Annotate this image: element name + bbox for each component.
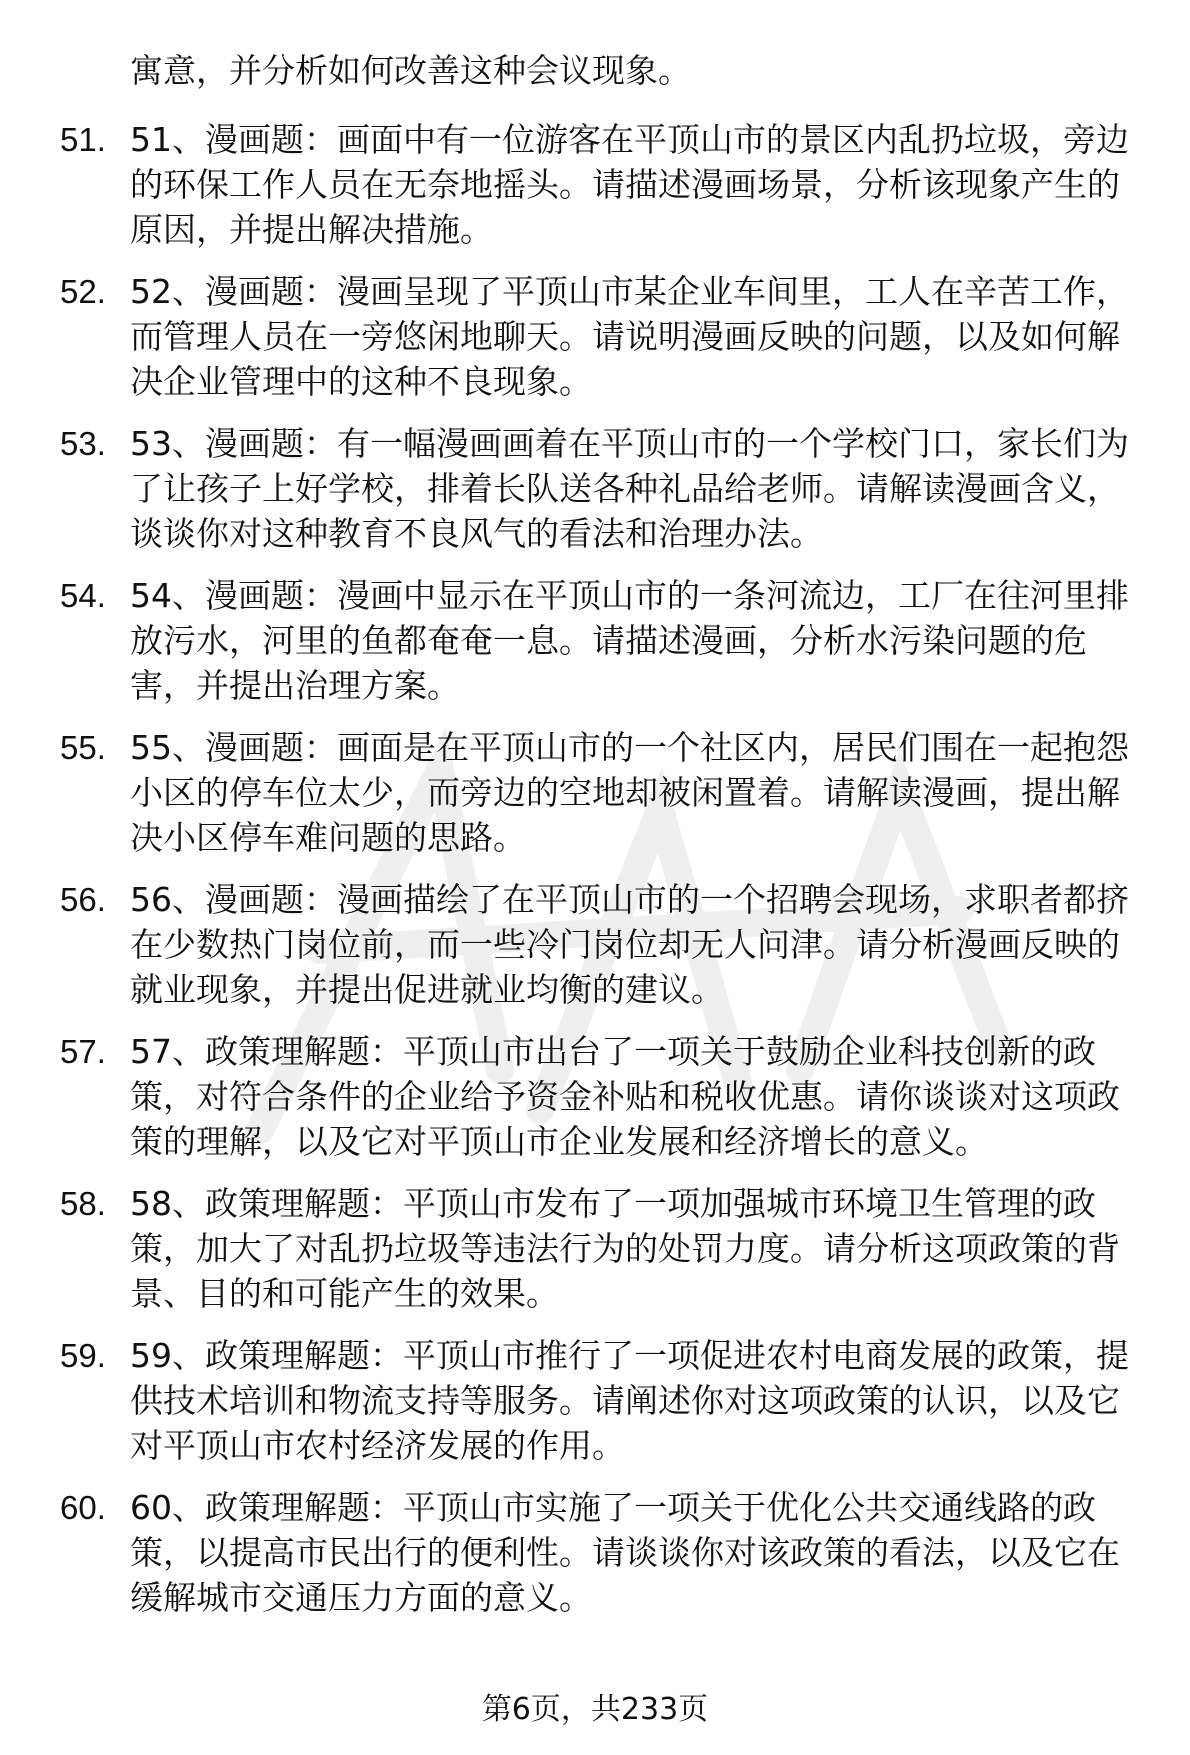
question-item bbox=[60, 421, 1160, 556]
question-number: 54. bbox=[60, 577, 106, 614]
question-number: 58. bbox=[60, 1185, 106, 1222]
question-item bbox=[60, 117, 1160, 252]
question-text: 53、漫画题：有一幅漫画画着在平顶山市的一个学校门口，家长们为了让孩子上好学校，排着长队送各种礼品给老师。请解读漫画含义，谈谈你对这种教育不良风气的看法和治理办法。 bbox=[130, 424, 1129, 553]
question-text: 55、漫画题：画面是在平顶山市的一个社区内，居民们围在一起抱怨小区的停车位太少，而旁边的空地却被闲置着。请解读漫画，提出解决小区停车难问题的思路。 bbox=[130, 728, 1129, 857]
page-footer: 第6页，共233页 bbox=[481, 1692, 709, 1727]
question-item bbox=[60, 269, 1160, 404]
question-text: 60、政策理解题：平顶山市实施了一项关于优化公共交通线路的政策，以提高市民出行的便利性。请谈谈你对该政策的看法，以及它在缓解城市交通压力方面的意义。 bbox=[130, 1488, 1120, 1617]
question-number: 52. bbox=[60, 273, 106, 310]
question-text: 57、政策理解题：平顶山市出台了一项关于鼓励企业科技创新的政策，对符合条件的企业给予资金补贴和税收优惠。请你谈谈对这项政策的理解，以及它对平顶山市企业发展和经济增长的意义。 bbox=[130, 1032, 1120, 1161]
question-item bbox=[60, 1029, 1160, 1164]
question-number: 57. bbox=[60, 1033, 106, 1070]
question-number: 51. bbox=[60, 121, 106, 158]
question-item bbox=[60, 1181, 1160, 1316]
continuation-text: 寓意，并分析如何改善这种会议现象。 bbox=[130, 51, 691, 90]
question-item bbox=[60, 573, 1160, 708]
question-text: 58、政策理解题：平顶山市发布了一项加强城市环境卫生管理的政策，加大了对乱扔垃圾等违法行为的处罚力度。请分析这项政策的背景、目的和可能产生的效果。 bbox=[130, 1184, 1120, 1313]
question-text: 59、政策理解题：平顶山市推行了一项促进农村电商发展的政策，提供技术培训和物流支持等服务。请阐述你对这项政策的认识，以及它对平顶山市农村经济发展的作用。 bbox=[130, 1336, 1129, 1465]
question-number: 56. bbox=[60, 881, 106, 918]
question-number: 59. bbox=[60, 1337, 106, 1374]
question-text: 51、漫画题：画面中有一位游客在平顶山市的景区内乱扔垃圾，旁边的环保工作人员在无奈地摇头。请描述漫画场景，分析该现象产生的原因，并提出解决措施。 bbox=[130, 120, 1129, 249]
question-item bbox=[60, 1485, 1160, 1620]
question-text: 52、漫画题：漫画呈现了平顶山市某企业车间里，工人在辛苦工作，而管理人员在一旁悠闲地聊天。请说明漫画反映的问题，以及如何解决企业管理中的这种不良现象。 bbox=[130, 272, 1129, 401]
question-item bbox=[60, 877, 1160, 1012]
question-list bbox=[60, 117, 1160, 1637]
question-number: 60. bbox=[60, 1489, 106, 1526]
question-number: 53. bbox=[60, 425, 106, 462]
question-number: 55. bbox=[60, 729, 106, 766]
question-item bbox=[60, 725, 1160, 860]
question-text: 56、漫画题：漫画描绘了在平顶山市的一个招聘会现场，求职者都挤在少数热门岗位前，而一些冷门岗位却无人问津。请分析漫画反映的就业现象，并提出促进就业均衡的建议。 bbox=[130, 880, 1129, 1009]
question-item bbox=[60, 1333, 1160, 1468]
question-text: 54、漫画题：漫画中显示在平顶山市的一条河流边，工厂在往河里排放污水，河里的鱼都奄奄一息。请描述漫画，分析水污染问题的危害，并提出治理方案。 bbox=[130, 576, 1129, 705]
